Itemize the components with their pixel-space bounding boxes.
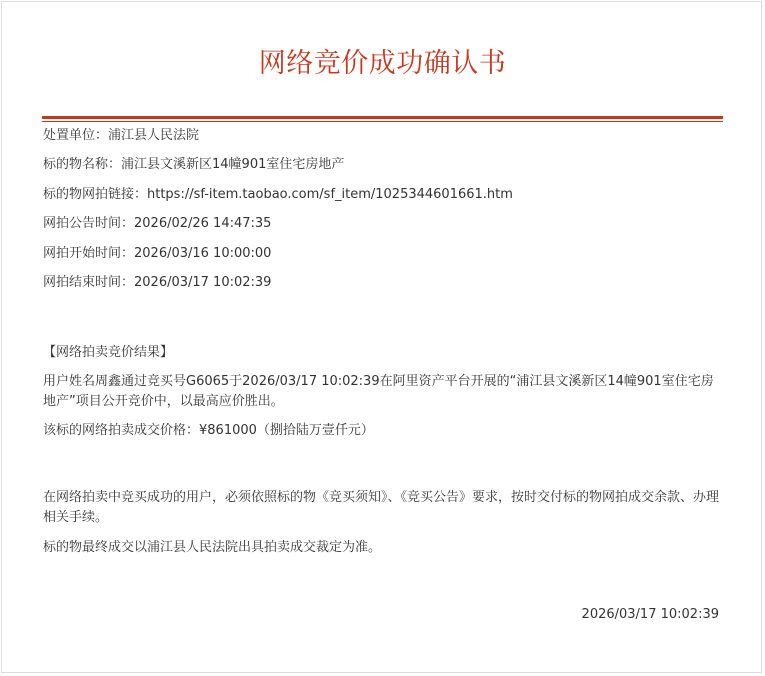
page-title: 网络竞价成功确认书: [258, 48, 507, 79]
end-time-line: 网拍结束时间：2026/03/17 10:02:39: [43, 275, 272, 290]
price-line: 该标的网络拍卖成交价格：¥861000（捌拾陆万壹仟元）: [43, 423, 374, 438]
item-link-line: 标的物网拍链接：https://sf-item.taobao.com/sf_item/1025344601661.htm: [43, 187, 513, 202]
issue-date: 2026/03/17 10:02:39: [581, 607, 719, 622]
item-name-line: 标的物名称：浦江县文溪新区14幢901室住宅房地产: [43, 157, 345, 172]
confirmation-document: [1, 1, 762, 673]
notice-paragraph-1: 在网络拍卖中竞买成功的用户，必须依照标的物《竞买须知》、《竞买公告》要求，按时交付标的物网拍成交余款、办理相关手续。: [43, 490, 720, 525]
notice-paragraph-2: 标的物最终成交以浦江县人民法院出具拍卖成交裁定为准。: [43, 540, 382, 555]
result-paragraph: 用户姓名周鑫通过竞买号G6065于2026/03/17 10:02:39在阿里资产平台开展的“浦江县文溪新区14幢901室住宅房地产”项目公开竞价中，以最高应价胜出。: [43, 374, 714, 409]
title-divider-thin: [42, 121, 723, 122]
title-divider-thick: [42, 116, 723, 119]
announce-time-line: 网拍公告时间：2026/02/26 14:47:35: [43, 216, 272, 231]
court-line: 处置单位：浦江县人民法院: [43, 128, 200, 143]
result-heading: 【网络拍卖竞价结果】: [43, 345, 174, 360]
start-time-line: 网拍开始时间：2026/03/16 10:00:00: [43, 246, 272, 261]
